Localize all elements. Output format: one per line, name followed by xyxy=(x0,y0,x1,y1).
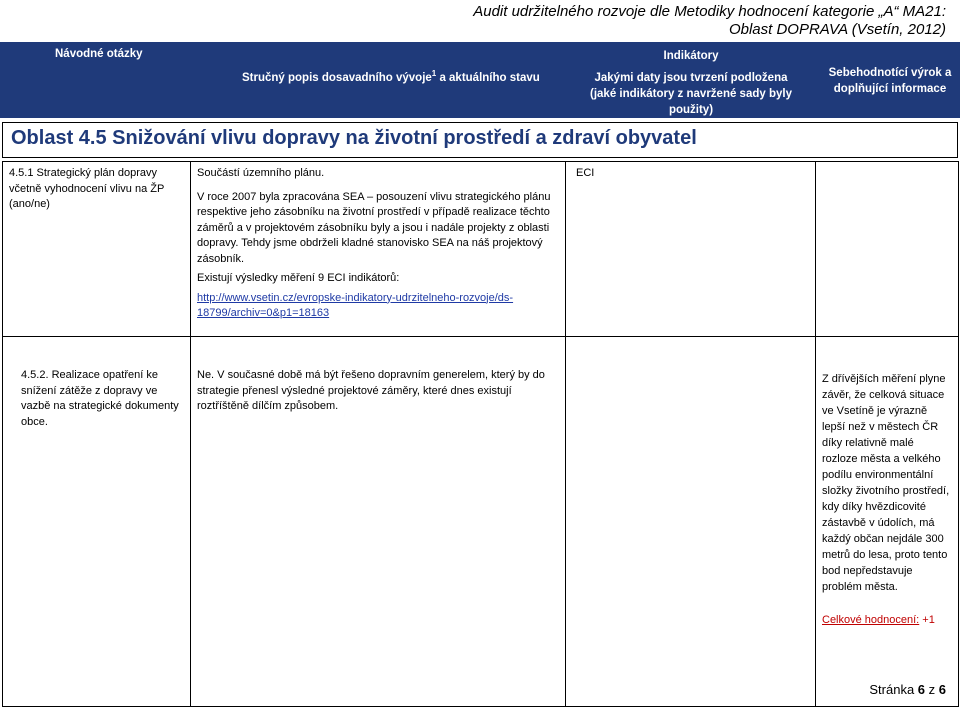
footer-middle: z xyxy=(925,682,939,697)
header-description: Stručný popis dosavadního vývoje$^1$ a aktuálního stavu xyxy=(242,69,540,84)
document-title-line2: Oblast DOPRAVA (Vsetín, 2012) xyxy=(728,21,946,38)
description-text: Ne. V současné době má být řešeno dopravním generelem, který by do strategie přenesl výsledné projektové záměry, které dnes existují roztříštěně dílčím způsobem. xyxy=(197,369,545,412)
table-row xyxy=(3,337,959,707)
table-header xyxy=(0,42,960,118)
footer-prefix: Stránka xyxy=(869,682,918,697)
eci-indicators-link[interactable]: http://www.vsetin.cz/evropske-indikatory-udrzitelneho-rozvoje/ds-18799/archiv=0&p1=18163 xyxy=(197,291,514,319)
indicator-text: ECI xyxy=(576,167,595,179)
header-indicators-sub: Jakými daty jsou tvrzení podložena (jaké indikátory z navržené sady byly použity) xyxy=(590,72,792,116)
question-text: 4.5.2. Realizace opatření ke snížení zátěže z dopravy ve vazbě na strategické dokumenty obce. xyxy=(21,369,179,428)
question-text: 4.5.1 Strategický plán dopravy včetně vyhodnocení vlivu na ŽP (ano/ne) xyxy=(9,167,165,210)
question-cell xyxy=(3,162,191,337)
document-title-line1: Audit udržitelného rozvoje dle Metodiky hodnocení kategorie „A“ MA21: xyxy=(473,3,946,20)
header-assessment: Sebehodnotící výrok a doplňující informace xyxy=(828,67,952,95)
header-indicators-title: Indikátory xyxy=(663,50,719,62)
indicator-cell xyxy=(566,337,816,707)
overall-rating-label: Celkové hodnocení: xyxy=(822,614,920,626)
document-title xyxy=(473,3,946,39)
description-cell xyxy=(191,162,566,337)
footer-page: 6 xyxy=(917,682,926,697)
header-indicators xyxy=(582,48,800,118)
overall-rating-value: +1 xyxy=(919,614,935,626)
indicator-cell xyxy=(566,162,816,337)
section-title: Oblast 4.5 Snižování vlivu dopravy na životní prostředí a zdraví obyvatel xyxy=(11,127,697,149)
assessment-cell xyxy=(816,162,959,337)
description-body: V roce 2007 byla zpracována SEA – posouzení vlivu strategického plánu respektive jeho zásobníku na životní prostředí v případě realizace těchto záměrů a v projektovém zásobníku byly a jsou i nadále projekty z oblasti dopravy. Tehdy jsme obdrželi kladné stanovisko SEA na náš projektový zásobník. xyxy=(197,190,551,265)
section-heading xyxy=(2,122,958,158)
header-guiding-questions: Návodné otázky xyxy=(55,48,143,60)
assessment-text: Z dřívějších měření plyne závěr, že celková situace ve Vsetíně je výrazně lepší než v městech ČR díky relativně malé rozloze města a velkého podílu environmentální složky životního prostředí, kdy díky hvězdicovité zástavbě v údolích, má každý občan nejdále 300 metrů do lesa, proto tento bod nepředstavuje problém města. xyxy=(822,373,950,593)
description-results: Existují výsledky měření 9 ECI indikátorů: xyxy=(197,272,400,284)
description-lead: Součástí územního plánu. xyxy=(197,167,325,179)
assessment-cell xyxy=(816,337,959,707)
description-cell xyxy=(191,337,566,707)
table-row xyxy=(3,162,959,337)
audit-table xyxy=(2,161,959,707)
footer-total: 6 xyxy=(938,682,946,697)
footnote-mark: 1 xyxy=(431,69,437,78)
question-cell xyxy=(3,337,191,707)
page-footer xyxy=(869,682,946,697)
overall-rating xyxy=(822,612,950,628)
